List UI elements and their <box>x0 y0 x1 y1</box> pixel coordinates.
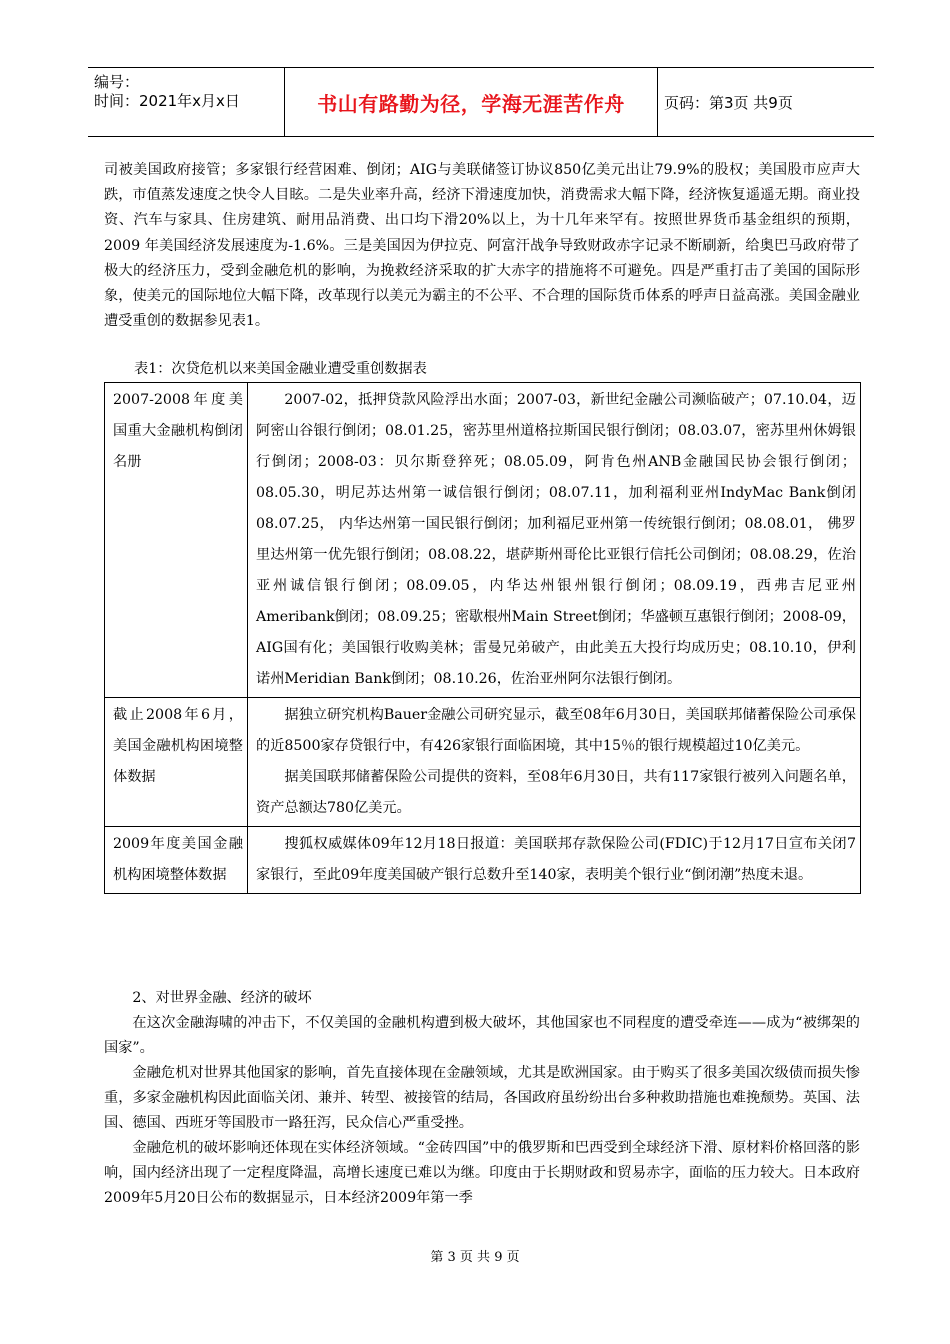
table-cell-text: 搜狐权威媒体09年12月18日报道：美国联邦存款保险公司(FDIC)于12月17日宣布关闭7家银行，至此09年度美国破产银行总数升至140家，表明美个银行业“倒闭潮”热度未退。 <box>256 836 856 883</box>
header-page-label: 页码：第3页 共9页 <box>664 93 793 112</box>
table-cell-content <box>248 698 861 827</box>
table-cell-label: 2009年度美国金融机构困境整体数据 <box>105 827 248 894</box>
table-cell-content <box>248 383 861 698</box>
table-cell-text: 据美国联邦储蓄保险公司提供的资料，至08年6月30日，共有117家银行被列入问题名单，资产总额达780亿美元。 <box>256 769 856 816</box>
table-row <box>105 383 861 698</box>
header-time-label: 时间：2021年x月x日 <box>94 92 240 110</box>
header-motto-cell <box>284 68 658 136</box>
paragraph-3: 金融危机对世界其他国家的影响，首先直接体现在金融领域，尤其是欧洲国家。由于购买了很多美国次级债而损失惨重，多家金融机构因此面临关闭、兼并、转型、被接管的结局，各国政府虽纷纷出台多种救助措施也难挽颓势。英国、法国、德国、西班牙等国股市一路狂泻，民众信心严重受挫。 <box>104 1065 860 1132</box>
section-heading: 2、对世界金融、经济的破坏 <box>132 990 312 1006</box>
footer-page-number: 第 3 页 共 9 页 <box>430 1250 520 1265</box>
paragraph-1: 司被美国政府接管；多家银行经营困难、倒闭；AIG与美联储签订协议850亿美元出让79.9%的股权；美国股市应声大跌，市值蒸发速度之快令人目眩。二是失业率升高，经济下滑速度加快，消费需求大幅下降，经济恢复遥遥无期。商业投资、汽车与家具、住房建筑、耐用品消费、出口均下滑20%以上，为十几年来罕有。按照世界货币基金组织的预期，2009 年美国经济发展速度为-1.6%。三是美国因为伊拉克、阿富汗战争导致财政赤字记录不断刷新，给奥巴马政府带了极大的经济压力，受到金融危机的影响，为挽救经济采取的扩大赤字的措施将不可避免。四是严重打击了美国的国际形象，使美元的国际地位大幅下降，改革现行以美元为霸主的不公平、不合理的国际货币体系的呼声日益高涨。美国金融业遭受重创的数据参见表1。 <box>104 162 860 330</box>
page-header <box>88 67 874 137</box>
table-cell-label: 2007-2008年度美国重大金融机构倒闭名册 <box>105 383 248 698</box>
table-row <box>105 698 861 827</box>
table-row <box>105 827 861 894</box>
page-footer <box>0 1246 950 1265</box>
table-cell-text: 2007-02，抵押贷款风险浮出水面；2007-03，新世纪金融公司濒临破产；07.10.04，迈阿密山谷银行倒闭；08.01.25，密苏里州道格拉斯国民银行倒闭；08.03.07，密苏里州休姆银行倒闭；2008-03：贝尔斯登猝死；08.05.09，阿肯色州ANB金融国民协会银行倒闭；08.05.30，明尼苏达州第一诚信银行倒闭；08.07.11，加利福利亚州IndyMac Bank倒闭08.07.25， 内华达州第一国民银行倒闭；加利福尼亚州第一传统银行倒闭；08.08.01， 佛罗里达州第一优先银行倒闭；08.08.22，堪萨斯州哥伦比亚银行信托公司倒闭；08.08.29，佐治亚州诚信银行倒闭；08.09.05，内华达州银州银行倒闭；08.09.19，西弗吉尼亚州Ameribank倒闭；08.09.25；密歇根州Main Street倒闭；华盛顿互惠银行倒闭；2008-09，AIG国有化；美国银行收购美林；雷曼兄弟破产，由此美五大投行均成历史；08.10.10，伊利诺州Meridian Bank倒闭；08.10.26，佐治亚州阿尔法银行倒闭。 <box>256 392 856 687</box>
table-cell-text: 据独立研究机构Bauer金融公司研究显示，截至08年6月30日，美国联邦储蓄保险公司承保的近8500家存贷银行中，有426家银行面临困境，其中15％的银行规模超过10亿美元。 <box>256 707 856 754</box>
table-cell-label: 截止2008年6月，美国金融机构困境整体数据 <box>105 698 248 827</box>
header-number-label: 编号： <box>94 73 140 91</box>
data-table <box>104 382 861 894</box>
paragraph-2: 在这次金融海啸的冲击下，不仅美国的金融机构遭到极大破坏，其他国家也不同程度的遭受牵连——成为“被绑架的国家”。 <box>104 1015 860 1057</box>
header-motto: 书山有路勤为径，学海无涯苦作舟 <box>317 91 625 116</box>
paragraph-4: 金融危机的破坏影响还体现在实体经济领域。“金砖四国”中的俄罗斯和巴西受到全球经济下滑、原材料价格回落的影响，国内经济出现了一定程度降温，高增长速度已难以为继。印度由于长期财政和贸易赤字，面临的压力较大。日本政府2009年5月20日公布的数据显示，日本经济2009年第一季 <box>104 1140 860 1207</box>
table-cell-content <box>248 827 861 894</box>
table-caption: 表1：次贷危机以来美国金融业遭受重创数据表 <box>134 361 427 377</box>
header-meta <box>88 68 284 136</box>
